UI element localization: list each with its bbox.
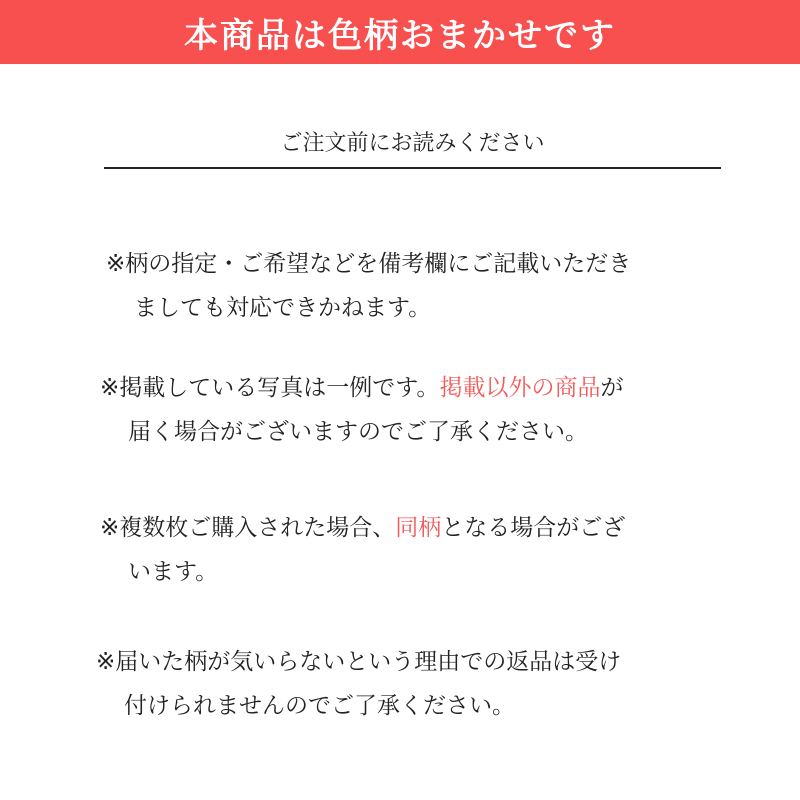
note-photo-example bbox=[100, 366, 623, 454]
banner-title: 本商品は色柄おまかせです bbox=[184, 15, 616, 56]
note-text: が bbox=[600, 375, 624, 401]
note-text: ※掲載している写真は一例です。 bbox=[100, 375, 440, 401]
note-highlight: 掲載以外の商品 bbox=[439, 375, 601, 401]
banner bbox=[0, 0, 800, 64]
note-pattern-selection bbox=[106, 242, 631, 330]
note-line: 付けられませんのでご了承ください。 bbox=[124, 693, 515, 719]
notice-heading: ご注文前にお読みください bbox=[280, 131, 545, 156]
note-text: となる場合がござ bbox=[441, 515, 626, 541]
note-multiple-purchase bbox=[100, 506, 625, 594]
note-line: 届く場合がございますのでご了承ください。 bbox=[128, 419, 588, 445]
note-text: ※複数枚ご購入された場合、 bbox=[100, 515, 396, 541]
note-highlight: 同柄 bbox=[395, 515, 442, 541]
note-line: ※柄の指定・ご希望などを備考欄にご記載いただき bbox=[106, 251, 632, 277]
note-line bbox=[100, 506, 625, 550]
heading-divider bbox=[104, 167, 721, 169]
note-line bbox=[100, 366, 623, 410]
note-line: ※届いた柄が気いらないという理由での返品は受け bbox=[96, 649, 622, 675]
note-line: います。 bbox=[128, 559, 219, 585]
note-returns bbox=[96, 640, 621, 728]
note-line: ましても対応できかねます。 bbox=[134, 295, 432, 321]
